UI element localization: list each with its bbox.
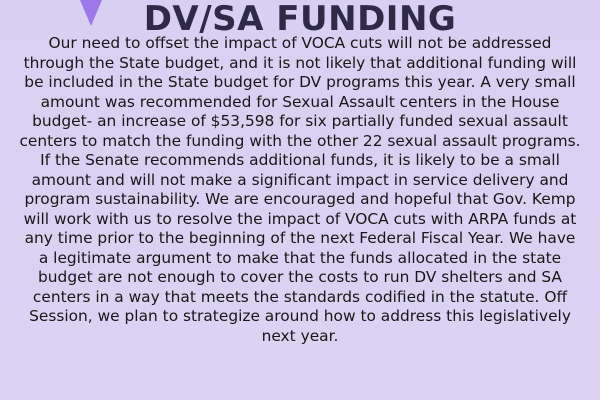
paragraph-line: centers to match the funding with the other 22 sexual assault programs. — [19, 131, 581, 150]
paragraph-line: next year. — [261, 326, 339, 345]
body-paragraph — [8, 34, 592, 346]
paragraph-line: through the State budget, and it is not likely that additional funding will — [23, 53, 577, 72]
paragraph-line: If the Senate recommends additional funds, it is likely to be a small — [40, 151, 560, 169]
paragraph-line: amount was recommended for Sexual Assault centers in the House — [40, 92, 560, 111]
paragraph-line: budget are not enough to cover the costs to run DV shelters and SA — [38, 268, 562, 286]
paragraph-line: amount and will not make a significant impact in service delivery and — [31, 170, 569, 189]
paragraph-line: be included in the State budget for DV programs this year. A very small — [24, 73, 576, 91]
paragraph-line: a legitimate argument to make that the funds allocated in the state — [38, 248, 562, 267]
paragraph-line: will work with us to resolve the impact of VOCA cuts with ARPA funds at — [23, 209, 577, 228]
paragraph-line: Session, we plan to strategize around how to address this legislatively — [29, 307, 571, 325]
page-title: DV/SA FUNDING — [143, 0, 457, 39]
paragraph-line: program sustainability. We are encouraged and hopeful that Gov. Kemp — [24, 190, 576, 208]
paragraph-line: budget- an increase of $53,598 for six partially funded sexual assault — [32, 112, 568, 130]
paragraph-line: centers in a way that meets the standards codified in the statute. Off — [32, 287, 568, 306]
paragraph-line: any time prior to the beginning of the next Federal Fiscal Year. We have — [24, 229, 576, 247]
paragraph-line: Our need to offset the impact of VOCA cuts will not be addressed — [48, 34, 552, 52]
